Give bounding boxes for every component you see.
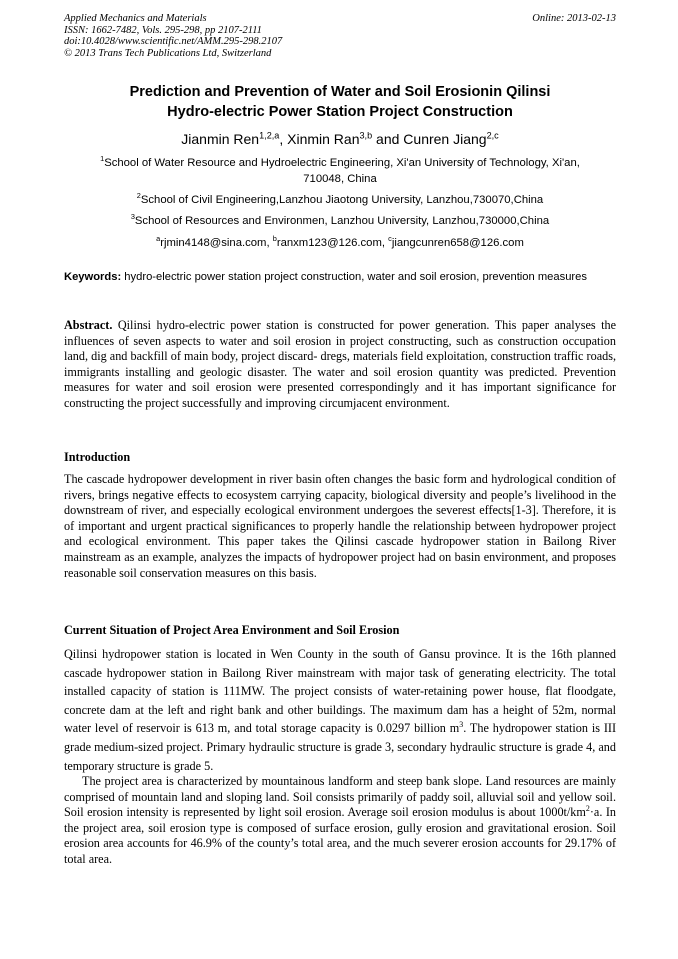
issn-line: ISSN: 1662-7482, Vols. 295-298, pp 2107-2111: [64, 24, 262, 36]
author-name: and Cunren Jiang: [372, 131, 487, 147]
body-text: . The hydropower station is III grade medium-sized project. Primary hydraulic structure is grade 3, secondary hydraulic structure is grade 4, and temporary structure is grade 5.: [64, 721, 617, 773]
abstract-text: Qilinsi hydro-electric power station is constructed for power generation. This paper analyses the influences of seven aspects to water and soil erosion in project constructing, such as construction occupation land, dig and backfill of main body, project discard- dregs, materials field exploitation, construction traffic roads, immigrants installing and geologic disaster. The water and soil erosion quantity was predicted. Prevention measures for water and soil erosion were presented correspondingly and it has important significance for constructing the project successfully and improving circumjacent environment.: [64, 318, 616, 410]
email-address: jiangcunren658@126.com: [391, 237, 524, 249]
affiliation-text: School of Civil Engineering,Lanzhou Jiaotong University, Lanzhou,730070,China: [140, 194, 544, 206]
copyright-line: © 2013 Trans Tech Publications Ltd, Switzerland: [64, 47, 272, 59]
author-superscript: 2,c: [486, 130, 499, 141]
email-address: ranxm123@126.com,: [276, 237, 389, 249]
keywords-label: Keywords:: [64, 271, 122, 283]
title-line-2: Hydro-electric Power Station Project Construction: [167, 104, 513, 120]
abstract-block: [64, 318, 616, 412]
body-text: ·a. In the project area, soil erosion type is composed of surface erosion, gully erosion and gravitational erosion. Soil erosion area accounts for 46.9% of the county’s total area, and the much severer erosion accounts for 29.17% of total area.: [64, 805, 616, 866]
section-heading-introduction: Introduction: [64, 450, 131, 464]
journal-name: Applied Mechanics and Materials: [64, 13, 207, 24]
unit-superscript: 2: [585, 804, 590, 814]
email-line: [64, 235, 616, 251]
section-heading-current-situation: Current Situation of Project Area Environment and Soil Erosion: [64, 623, 400, 637]
title-line-1: Prediction and Prevention of Water and Soil Erosionin Qilinsi: [129, 84, 551, 100]
keywords-block: [64, 270, 616, 285]
affiliation-superscript: 1: [100, 154, 105, 164]
online-date: Online: 2013-02-13: [532, 13, 616, 24]
unit-superscript: 3: [459, 720, 464, 730]
body-text: The project area is characterized by mountainous landform and steep bank slope. Land resources are mainly comprised of mountain land and sloping land. Soil consists primarily of paddy soil, alluvial soil and yellow soil. Soil erosion intensity is represented by light soil erosion. Average soil erosion modulus is about 1000t/km: [64, 774, 616, 820]
introduction-paragraph: The cascade hydropower development in river basin often changes the basic form and hydrological condition of rivers, brings negative effects to ecosystem carrying capacity, biological diversity and people’s livelihood in the downstream of river, and especially ecological environment undergoes the severest effects[1-3]. Therefore, it is of important and urgent practical significances to properly handle the relationship between hydropower project and ecological environment. This paper takes the Qilinsi cascade hydropower station in Bailong River mainstream as an example, analyzes the impacts of hydropower project had on basin environment, and proposes reasonable soil conservation measures on this basis.: [64, 472, 616, 580]
affiliation-3: [64, 213, 616, 229]
affiliation-text: School of Water Resource and Hydroelectric Engineering, Xi'an University of Technology, Xi'an,: [104, 157, 580, 169]
author-superscript: 1,2,a: [259, 130, 280, 141]
author-list: [64, 130, 616, 148]
author-name: , Xinmin Ran: [279, 131, 360, 147]
email-address: rjmin4148@sina.com,: [160, 237, 273, 249]
affiliation-2: [64, 192, 616, 208]
publication-header: [64, 13, 616, 59]
body-paragraph: [64, 774, 616, 868]
abstract-label: Abstract.: [64, 318, 113, 332]
email-superscript: a: [156, 234, 161, 244]
body-text: Qilinsi hydropower station is located in Wen County in the south of Gansu province. It is the 16th planned cascade hydropower station in Bailong River mainstream with major task of generating electricity. The total installed capacity of station is 111MW. The project consists of water-retaining power house, flat floodgate, concrete dam at the left and right bank and other buildings. The maximum dam has a height of 52m, normal water level of reservoir is 613 m, and total storage capacity is 0.0297 billion m: [64, 647, 616, 736]
email-superscript: b: [272, 234, 277, 244]
keywords-text: hydro-electric power station project construction, water and soil erosion, prevention measures: [121, 271, 587, 283]
body-paragraph: [64, 645, 616, 775]
author-name: Jianmin Ren: [181, 131, 260, 147]
affiliation-superscript: 3: [130, 212, 135, 222]
paper-title: [64, 82, 616, 122]
author-superscript: 3,b: [359, 130, 373, 141]
affiliation-1: [64, 155, 616, 187]
affiliation-text: School of Resources and Environmen, Lanzhou University, Lanzhou,730000,China: [134, 215, 550, 227]
email-superscript: c: [388, 234, 392, 244]
affiliation-text: 710048, China: [303, 173, 377, 185]
affiliation-superscript: 2: [136, 191, 141, 201]
doi-line: doi:10.4028/www.scientific.net/AMM.295-298.2107: [64, 36, 283, 48]
